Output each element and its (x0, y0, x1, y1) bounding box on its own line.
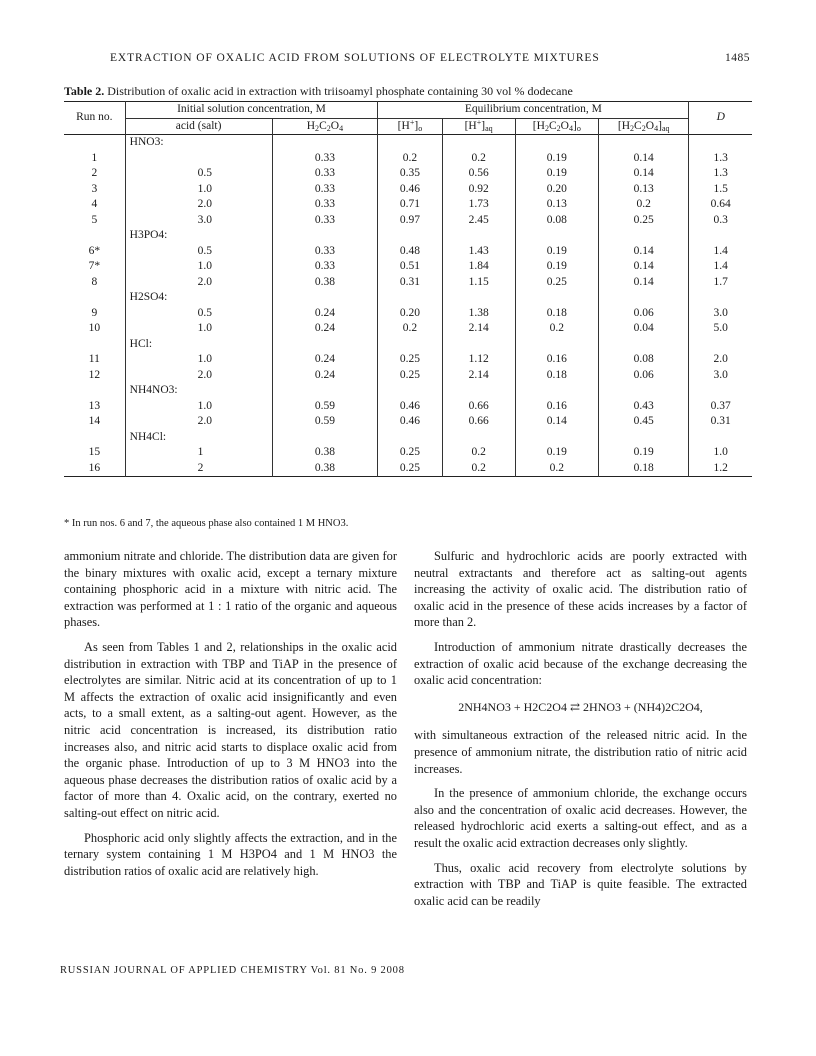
cell-d: 0.3 (713, 213, 728, 226)
distribution-table (64, 101, 752, 477)
table-row (64, 399, 752, 415)
group-row (64, 337, 752, 353)
table-caption-text: Distribution of oxalic acid in extraction with triisoamyl phosphate containing 30 vol % dodecane (107, 84, 573, 98)
cell-h-aq: 2.14 (442, 321, 515, 337)
cell-ox-o: 0.19 (515, 166, 598, 182)
cell-acid: 1.0 (125, 399, 272, 415)
paragraph: In the presence of ammonium chloride, the exchange occurs also and the concentration of oxalic acid decreases. However, the released hydrochloric acid exerts a salting-out effect, and as a result the oxalic acid extraction decreases only slightly. (414, 786, 747, 850)
header-run-no: Run no. (64, 102, 125, 135)
header-equilibrium-group: Equilibrium concentration, M (378, 102, 689, 119)
cell-ox-o: 0.25 (515, 275, 598, 291)
cell-d: 1.4 (713, 244, 728, 257)
table-label: Table 2. (64, 84, 105, 98)
header-h-organic: $[H^+]_o$ (378, 118, 442, 135)
cell-ox-aq: 0.14 (598, 244, 688, 260)
group-label: NH4Cl: (125, 430, 272, 446)
right-column (414, 548, 747, 917)
header-initial-group: Initial solution concentration, M (125, 102, 378, 119)
cell-ox-aq: 0.18 (598, 461, 688, 477)
cell-run: 7* (64, 259, 125, 275)
header-h-aqueous: $[H^+]_{aq}$ (442, 118, 515, 135)
cell-ox-aq: 0.45 (598, 414, 688, 430)
cell-initial-oxalic: 0.33 (272, 166, 378, 182)
cell-d: 0.37 (710, 399, 731, 412)
cell-ox-aq: 0.13 (598, 182, 688, 198)
cell-run: 15 (64, 445, 125, 461)
table-row (64, 368, 752, 384)
cell-h-o: 0.2 (378, 151, 442, 167)
cell-acid: 1 (125, 445, 272, 461)
paragraph: Thus, oxalic acid recovery from electrolyte solutions by extraction with TBP and TiAP is quite feasible. The extracted oxalic acid can be readily (414, 860, 747, 908)
cell-ox-aq: 0.14 (598, 259, 688, 275)
cell-h-o: 0.51 (378, 259, 442, 275)
cell-run: 8 (64, 275, 125, 291)
cell-ox-aq: 0.14 (598, 166, 688, 182)
cell-d: 0.31 (710, 415, 731, 427)
table-row (64, 213, 752, 229)
table-row (64, 414, 752, 430)
exchange-equation: 2NH4NO3 + H2C2O4 ⇄ 2HNO3 + (NH4)2C2O4, (458, 699, 703, 714)
header-acid-salt: acid (salt) (125, 118, 272, 135)
cell-initial-oxalic: 0.24 (272, 306, 378, 322)
table-row (64, 197, 752, 213)
table-row (64, 352, 752, 368)
cell-acid: 2.0 (125, 414, 272, 430)
cell-ox-aq: 0.25 (598, 213, 688, 229)
cell-d: 1.0 (713, 446, 728, 458)
cell-run: 1 (64, 151, 125, 167)
group-row (64, 228, 752, 244)
paragraph: As seen from Tables 1 and 2, relationships in the oxalic acid distribution in extraction with TBP and TiAP in the presence of electrolytes are similar. Nitric acid at its concentration of up to 1 M affects the extraction of oxalic acid insignificantly and even acts, to a small extent, as a salting-out agent. However, as the nitric acid concentration is increased, its distribution ratio increases also, and nitric acid starts to displace oxalic acid from the organic phase. Introduction of up to 3 M HNO3 into the aqueous phase decreases the distribution ratios of oxalic acid by a factor of more than 4. Oxalic acid, on the contrary, exerted no salting-out effect on nitric acid. (64, 639, 397, 820)
cell-initial-oxalic: 0.33 (272, 213, 378, 229)
table-row (64, 321, 752, 337)
cell-initial-oxalic: 0.33 (272, 182, 378, 198)
table-row (64, 445, 752, 461)
cell-ox-aq: 0.14 (598, 151, 688, 167)
cell-acid: 2.0 (125, 275, 272, 291)
cell-ox-aq: 0.2 (598, 197, 688, 213)
cell-ox-o: 0.13 (515, 197, 598, 213)
cell-d: 1.3 (713, 151, 728, 164)
table-row (64, 275, 752, 291)
cell-h-o: 0.46 (378, 414, 442, 430)
cell-ox-aq: 0.14 (598, 275, 688, 291)
cell-ox-o: 0.16 (515, 399, 598, 415)
cell-d: 1.4 (713, 260, 728, 272)
cell-initial-oxalic: 0.24 (272, 368, 378, 384)
cell-h-aq: 2.45 (442, 213, 515, 229)
cell-acid: 0.5 (125, 306, 272, 322)
cell-h-o: 0.48 (378, 244, 442, 260)
cell-ox-o: 0.14 (515, 414, 598, 430)
cell-acid: 1.0 (125, 352, 272, 368)
table-row (64, 259, 752, 275)
cell-ox-aq: 0.06 (598, 368, 688, 384)
cell-h-aq: 0.56 (442, 166, 515, 182)
cell-d: 2.0 (713, 353, 728, 365)
cell-ox-o: 0.2 (515, 321, 598, 337)
cell-run: 4 (64, 197, 125, 213)
cell-h-o: 0.71 (378, 197, 442, 213)
header-oxalic-aqueous: $[H_2C_2O_4]_{aq}$ (598, 118, 688, 135)
cell-d: 5.0 (713, 322, 728, 334)
cell-h-aq: 1.43 (442, 244, 515, 260)
journal-footer: RUSSIAN JOURNAL OF APPLIED CHEMISTRY Vol. 81 No. 9 2008 (60, 965, 405, 976)
table-row (64, 306, 752, 322)
cell-initial-oxalic: 0.33 (272, 259, 378, 275)
cell-acid: 1.0 (125, 259, 272, 275)
paragraph: Phosphoric acid only slightly affects the extraction, and in the ternary system containing 1 M H3PO4 and 1 M HNO3 the distribution ratios of oxalic acid are relatively high. (64, 830, 397, 878)
table-footnote: * In run nos. 6 and 7, the aqueous phase also contained 1 M HNO3. (64, 518, 349, 529)
running-header (110, 52, 750, 64)
cell-h-o: 0.46 (378, 399, 442, 415)
table-caption (64, 84, 744, 99)
cell-h-o: 0.31 (378, 275, 442, 291)
cell-ox-o: 0.19 (515, 244, 598, 260)
group-row (64, 383, 752, 399)
left-column (64, 548, 397, 887)
cell-ox-aq: 0.43 (598, 399, 688, 415)
cell-d: 1.2 (713, 461, 728, 474)
header-oxalic-organic: $[H_2C_2O_4]_o$ (515, 118, 598, 135)
group-label: HNO3: (125, 135, 272, 151)
cell-ox-o: 0.19 (515, 445, 598, 461)
paragraph: Introduction of ammonium nitrate drastically decreases the extraction of oxalic acid because of the exchange decreasing the oxalic acid concentration: (414, 639, 747, 688)
group-row (64, 290, 752, 306)
cell-h-o: 0.46 (378, 182, 442, 198)
paragraph: with simultaneous extraction of the released nitric acid. In the presence of ammonium nitrate, the distribution ratio of nitric acid increases. (414, 728, 747, 776)
cell-run: 16 (64, 461, 125, 477)
cell-acid: 0.5 (125, 166, 272, 182)
cell-d: 3.0 (713, 306, 728, 319)
cell-run: 10 (64, 321, 125, 337)
cell-run: 9 (64, 306, 125, 322)
cell-ox-aq: 0.19 (598, 445, 688, 461)
cell-h-aq: 0.2 (442, 461, 515, 477)
cell-initial-oxalic: 0.24 (272, 352, 378, 368)
cell-ox-aq: 0.04 (598, 321, 688, 337)
cell-initial-oxalic: 0.33 (272, 151, 378, 167)
cell-initial-oxalic: 0.38 (272, 461, 378, 477)
cell-h-o: 0.25 (378, 461, 442, 477)
cell-acid: 1.0 (125, 321, 272, 337)
cell-ox-aq: 0.08 (598, 352, 688, 368)
cell-ox-o: 0.19 (515, 259, 598, 275)
cell-acid: 2.0 (125, 197, 272, 213)
cell-acid: 1.0 (125, 182, 272, 198)
cell-d: 0.64 (710, 198, 731, 210)
table-row (64, 461, 752, 477)
cell-h-aq: 1.15 (442, 275, 515, 291)
cell-ox-o: 0.16 (515, 352, 598, 368)
cell-acid: 2.0 (125, 368, 272, 384)
cell-h-o: 0.25 (378, 352, 442, 368)
group-row (64, 430, 752, 446)
cell-h-o: 0.2 (378, 321, 442, 337)
cell-d: 1.3 (713, 167, 728, 179)
cell-run: 3 (64, 182, 125, 198)
cell-ox-aq: 0.06 (598, 306, 688, 322)
running-header-title: EXTRACTION OF OXALIC ACID FROM SOLUTIONS OF ELECTROLYTE MIXTURES (110, 52, 600, 64)
cell-h-aq: 2.14 (442, 368, 515, 384)
cell-h-o: 0.25 (378, 368, 442, 384)
cell-run: 2 (64, 166, 125, 182)
cell-run: 14 (64, 414, 125, 430)
table-row (64, 182, 752, 198)
cell-run: 11 (64, 352, 125, 368)
cell-ox-o: 0.08 (515, 213, 598, 229)
cell-initial-oxalic: 0.38 (272, 275, 378, 291)
paragraph: Sulfuric and hydrochloric acids are poorly extracted with neutral extractants and therefore act as salting-out agents increasing the activity of oxalic acid. The distribution ratio of oxalic acid in the presence of these acids increases by a factor of more than 2. (414, 549, 747, 630)
cell-h-o: 0.25 (378, 445, 442, 461)
cell-h-aq: 0.66 (442, 399, 515, 415)
header-d: D (716, 111, 725, 124)
group-label: HCl: (125, 337, 272, 353)
cell-ox-o: 0.2 (515, 461, 598, 477)
cell-ox-o: 0.20 (515, 182, 598, 198)
cell-ox-o: 0.18 (515, 368, 598, 384)
cell-acid: 3.0 (125, 213, 272, 229)
header-h2c2o4: $H_2C_2O_4$ (272, 118, 378, 135)
group-label: H2SO4: (125, 290, 272, 306)
page-number: 1485 (725, 52, 750, 64)
cell-initial-oxalic: 0.38 (272, 445, 378, 461)
cell-h-o: 0.35 (378, 166, 442, 182)
cell-initial-oxalic: 0.59 (272, 399, 378, 415)
cell-initial-oxalic: 0.24 (272, 321, 378, 337)
cell-acid: 0.5 (125, 244, 272, 260)
cell-h-o: 0.20 (378, 306, 442, 322)
cell-run: 13 (64, 399, 125, 415)
cell-run: 6* (64, 244, 125, 260)
cell-acid: 2 (125, 461, 272, 477)
cell-d: 1.5 (713, 182, 728, 195)
cell-initial-oxalic: 0.59 (272, 414, 378, 430)
group-row (64, 135, 752, 151)
cell-d: 3.0 (713, 368, 728, 381)
table-row (64, 244, 752, 260)
table-row (64, 151, 752, 167)
cell-run: 5 (64, 213, 125, 229)
cell-h-aq: 1.12 (442, 352, 515, 368)
group-label: H3PO4: (125, 228, 272, 244)
cell-h-aq: 0.92 (442, 182, 515, 198)
cell-h-o: 0.97 (378, 213, 442, 229)
cell-h-aq: 1.38 (442, 306, 515, 322)
cell-h-aq: 1.84 (442, 259, 515, 275)
cell-initial-oxalic: 0.33 (272, 244, 378, 260)
cell-h-aq: 1.73 (442, 197, 515, 213)
group-label: NH4NO3: (125, 383, 272, 399)
cell-ox-o: 0.18 (515, 306, 598, 322)
cell-h-aq: 0.66 (442, 414, 515, 430)
cell-run: 12 (64, 368, 125, 384)
table-body (64, 135, 752, 477)
table-row (64, 166, 752, 182)
cell-ox-o: 0.19 (515, 151, 598, 167)
cell-initial-oxalic: 0.33 (272, 197, 378, 213)
cell-d: 1.7 (713, 275, 728, 288)
cell-acid (125, 151, 272, 167)
cell-h-aq: 0.2 (442, 445, 515, 461)
cell-h-aq: 0.2 (442, 151, 515, 167)
paragraph: ammonium nitrate and chloride. The distribution data are given for the binary mixtures with oxalic acid, except a ternary mixture containing phosphoric acid in a mixture with nitric acid. The extraction was performed at 1 : 1 ratio of the organic and aqueous phases. (64, 549, 397, 630)
